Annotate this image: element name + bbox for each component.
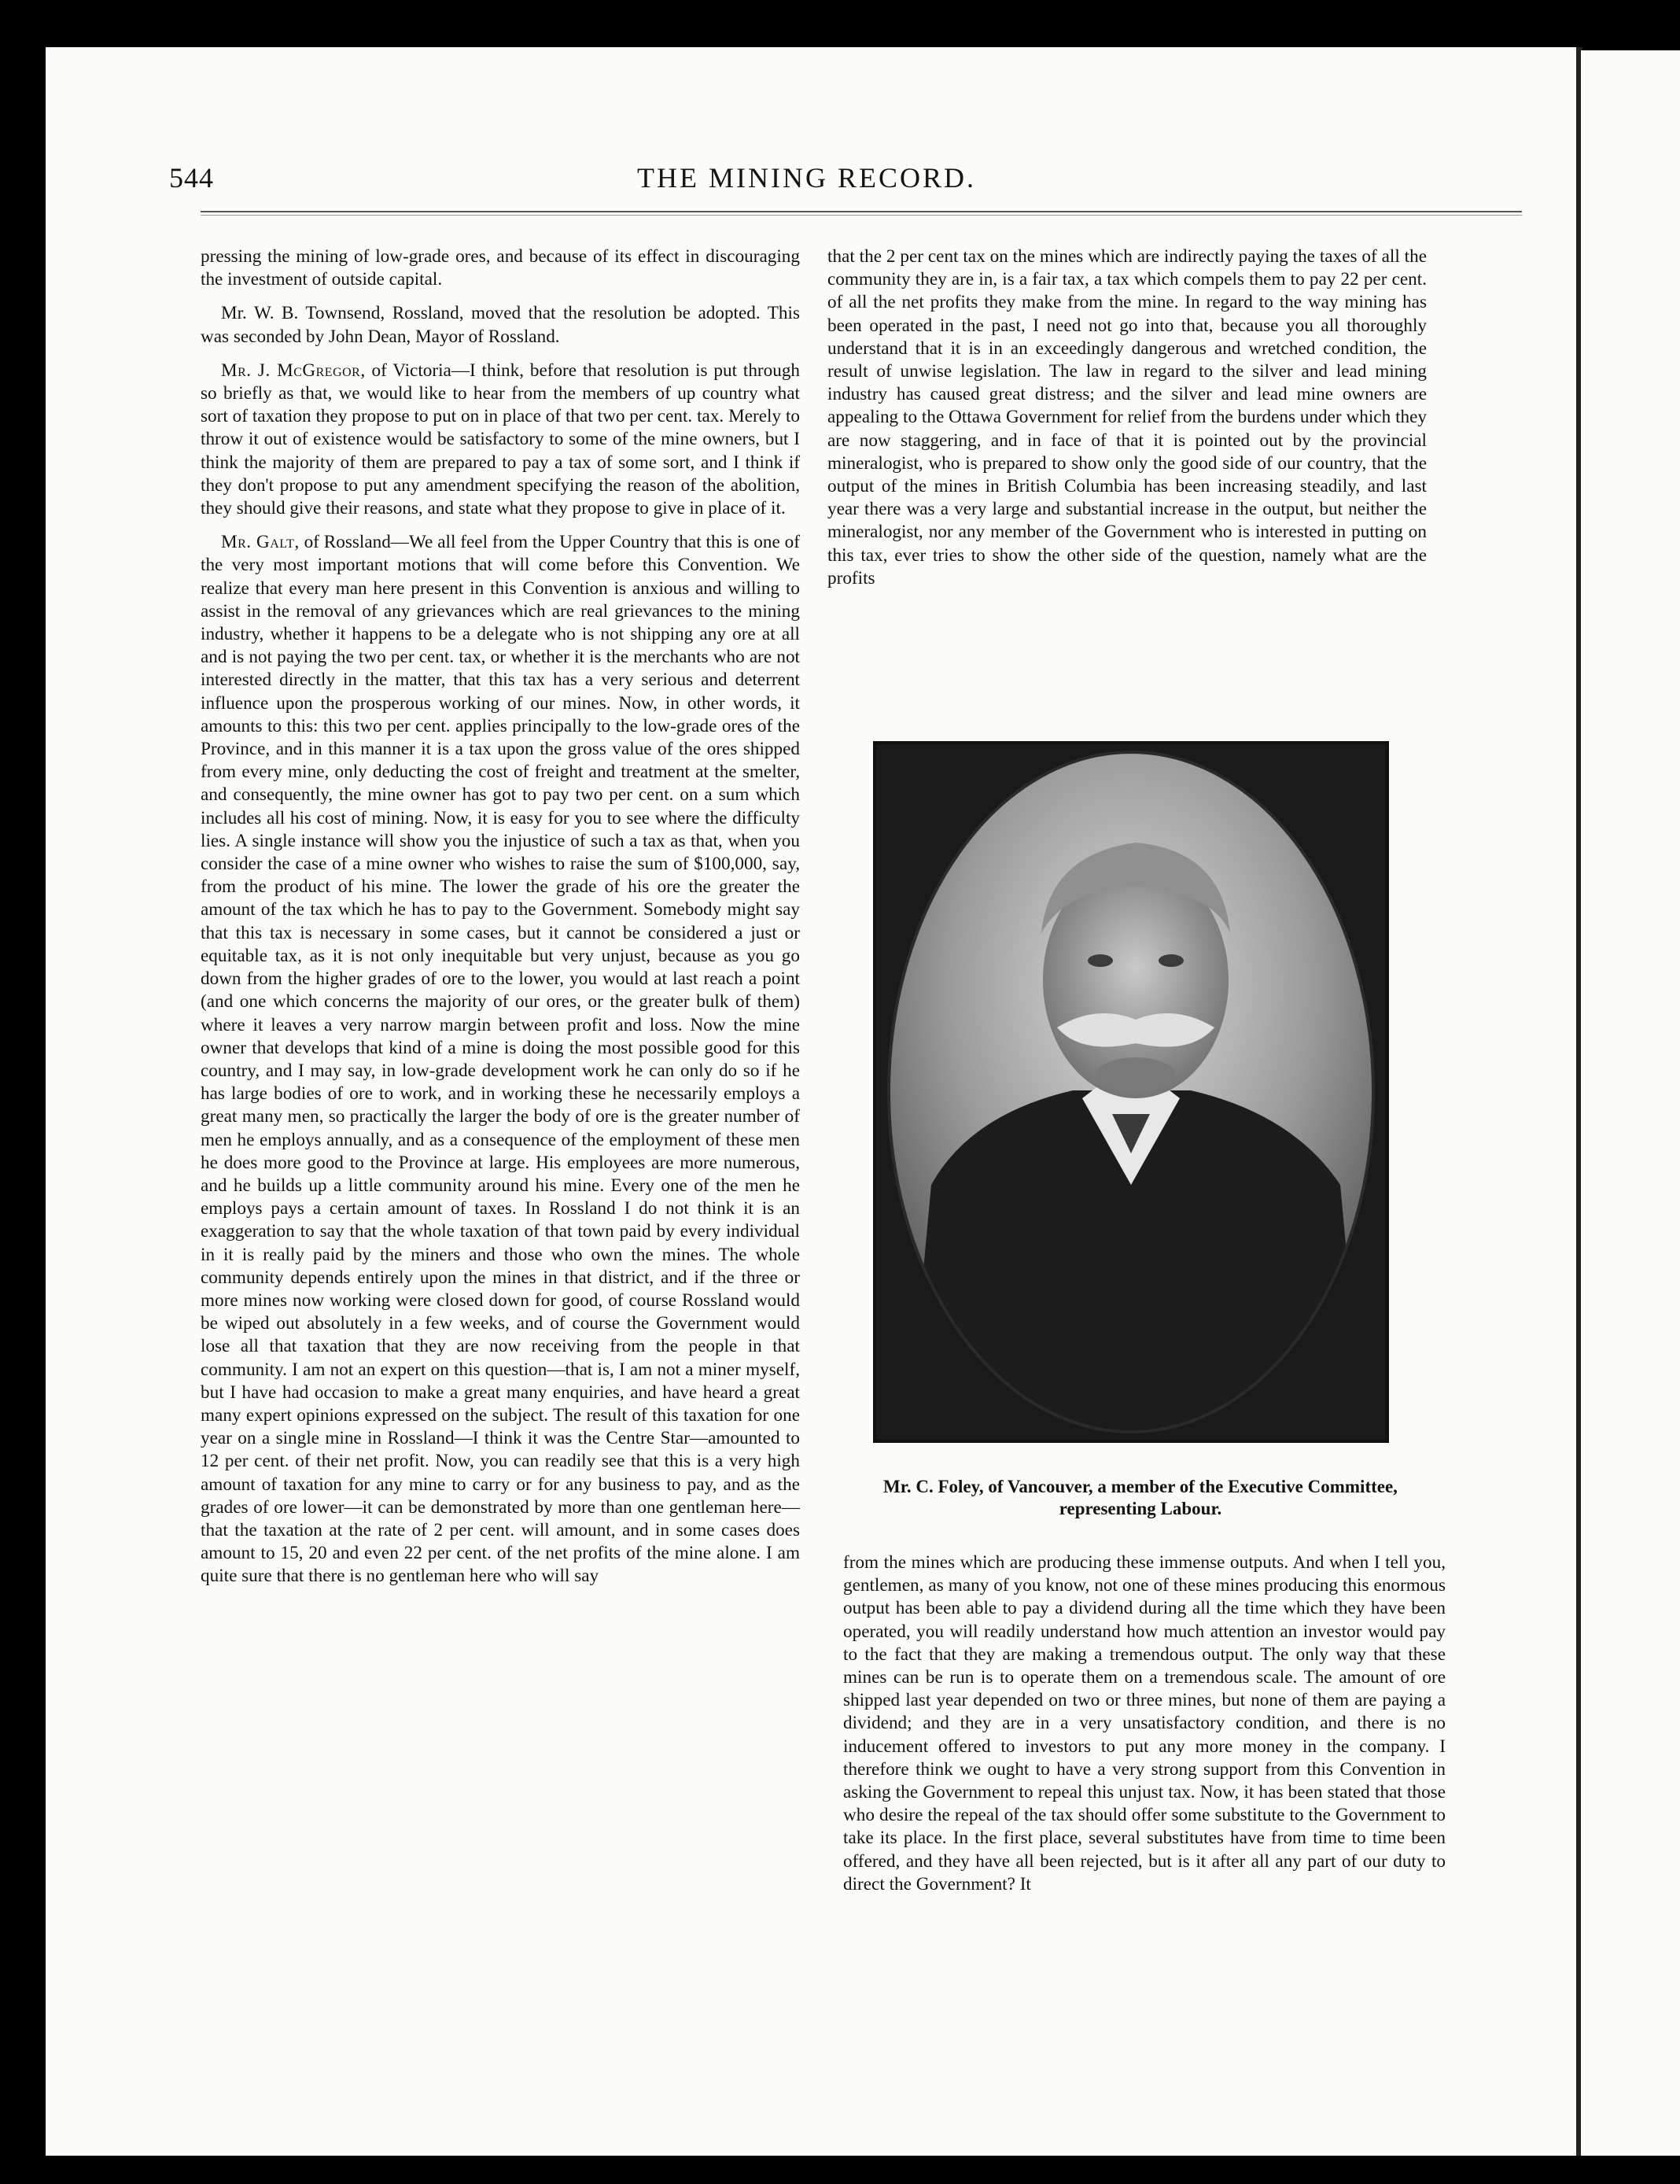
speaker-name: Mr. J. McGregor, (221, 360, 366, 381)
paragraph-continued: from the mines which are producing these immense outputs. And when I tell you, gentlemen, as many of you know, not one of these mines producing this enormous output has been able to pay a dividend during all the time which they have been operated, you will readily understand how much attention an investor would pay to the fact that they are making a tremendous output. The only way that these mines can be run is to operate them on a tremendous scale. The amount of ore shipped last year depended on two or three mines, but none of them are paying a dividend; and they are in a very unsatisfactory condition, and there is no inducement offered to investors to put any more money in the company. I therefore think we ought to have a very strong support from this Convention in asking the Government to repeal this unjust tax. Now, it has been stated that those who desire the repeal of the tax should offer some substitute to the Government to take its place. In the first place, several substitutes have from time to time been offered, and they have all been rejected, but is it after all any part of our duty to direct the Government? It (843, 1552, 1446, 1894)
right-column-bottom (843, 1551, 1446, 1896)
next-page-edge (1581, 50, 1680, 2156)
paragraph-mcgregor (201, 360, 800, 520)
left-column (201, 245, 800, 1588)
paragraph-galt (201, 531, 800, 1588)
figure-caption: Mr. C. Foley, of Vancouver, a member of the Executive Committee, representing Labour. (883, 1477, 1398, 1518)
portrait-photo (873, 741, 1389, 1443)
paragraph-continued: that the 2 per cent tax on the mines which are indirectly paying the taxes of all the community they are in, is a fair tax, a tax which compels them to pay 22 per cent. of all the net profits they make from the mine. In regard to the way mining has been operated in the past, I need not go into that, because you all thoroughly understand that it is in an exceedingly dangerous and wretched condition, the result of unwise legislation. The law in regard to the silver and lead mining industry has caused great distress; and the silver and lead mine owners are appealing to the Ottawa Government for relief from the burdens under which they are now staggering, and in face of that it is pointed out by the provincial mineralogist, who is prepared to show only the good side of our country, that the output of the mines in British Columbia has been increasing steadily, and last year there was a very large and substantial increase in the output, but neither the mineralogist, nor any member of the Government who is interested in putting on this tax, ever tries to show the other side of the question, namely what are the profits (827, 246, 1427, 588)
right-column-top (827, 245, 1427, 590)
speech-text: of Victoria—I think, before that resolution is put through so briefly as that, we would like to hear from the members of up country what sort of taxation they propose to put on in place of that two per cent. tax. Merely to throw it out of existence would be satisfactory to some of the mine owners, but I think the majority of them are prepared to pay a tax of some sort, and I think if they don't propose to put any amendment specifying the reason of the abolition, they should give their reasons, and state what they propose to give in place of it. (201, 360, 801, 519)
page-number: 544 (169, 162, 214, 194)
header-rule (201, 211, 1522, 216)
speaker-name: Mr. Galt, (221, 532, 300, 553)
speech-text: of Rossland—We all feel from the Upper Country that this is one of the very most important motions that will come before this Convention. We realize that every man here present in this Convention is anxious and willing to assist in the removal of any grievances which are real grievances to the mining industry, whether it happens to be a delegate who is not shipping any ore at all and is not paying the two per cent. tax, or whether it is the merchants who are not interested directly in the matter, that this tax has a very serious and deterrent influence upon the prosperous working of our mines. Now, in other words, it amounts to this: this two per cent. applies principally to the low-grade ores of the Province, and in this manner it is a tax upon the gross value of the ores shipped from every mine, only deducting the cost of freight and treatment at the smelter, and consequently, the mine owner has got to pay two per cent. on a sum which includes all his cost of mining. Now, it is easy for you to see where the difficulty lies. A single instance will show you the injustice of such a tax as that, when you consider the case of a mine owner who wishes to raise the sum of $100,000, say, from the product of his mine. The lower the grade of his ore the greater the amount of the tax which he has to pay to the Government. Somebody might say that this tax is necessary in some cases, but it cannot be considered a just or equitable tax, as it is not only inequitable but very unjust, because as you go down from the higher grades of ore to the lower, you would at last reach a point (and one which concerns the majority of our ores, or the greater bulk of them) where it leaves a very narrow margin between profit and loss. Now the mine owner that develops that kind of a mine is doing the most possible good for this country, and I may say, in low-grade development work he can only do so if he has large bodies of ore to work, and in working these he necessarily employs a great many men, so practically the larger the body of ore is the greater number of men he employs annually, and as a consequence of the employment of these men he does more good to the Province at large. His employees are more numerous, and he builds up a little community around his mine. Every one of the men he employs pays a certain amount of taxes. In Rossland I do not think it is an exaggeration to say that the whole taxation of that town paid by every individual in it is really paid by the miners and those who own the mines. The whole community depends entirely upon the mines in that district, and if the three or more mines now working were closed down for good, of course Rossland would be wiped out absolutely in a few weeks, and of course the Government would lose all that taxation that they are now receiving from the people in that community. I am not an expert on this question—that is, I am not a miner myself, but I have had occasion to make a great many enquiries, and have heard a great many expert opinions expressed on the subject. The result of this taxation for one year on a single mine in Rossland—I think it was the Centre Star—amounted to 12 per cent. of their net profit. Now, you can readily see that this is a very high amount of taxation for any mine to carry or for any business to pay, and as the grades of ore lower—it can be demonstrated by more than one gentleman here—that the taxation at the rate of 2 per cent. will amount, and in some cases does amount to 15, 20 and even 22 per cent. of the net profits of the mine alone. I am quite sure that there is no gentleman here who will say (201, 532, 800, 1587)
paragraph-continued: pressing the mining of low-grade ores, and because of its effect in discouraging the investment of outside capital. (201, 246, 800, 290)
portrait-image (876, 744, 1386, 1440)
running-head-title: THE MINING RECORD. (637, 162, 976, 194)
paragraph-townsend-motion: Mr. W. B. Townsend, Rossland, moved that the resolution be adopted. This was seconded by John Dean, Mayor of Rossland. (201, 303, 800, 347)
